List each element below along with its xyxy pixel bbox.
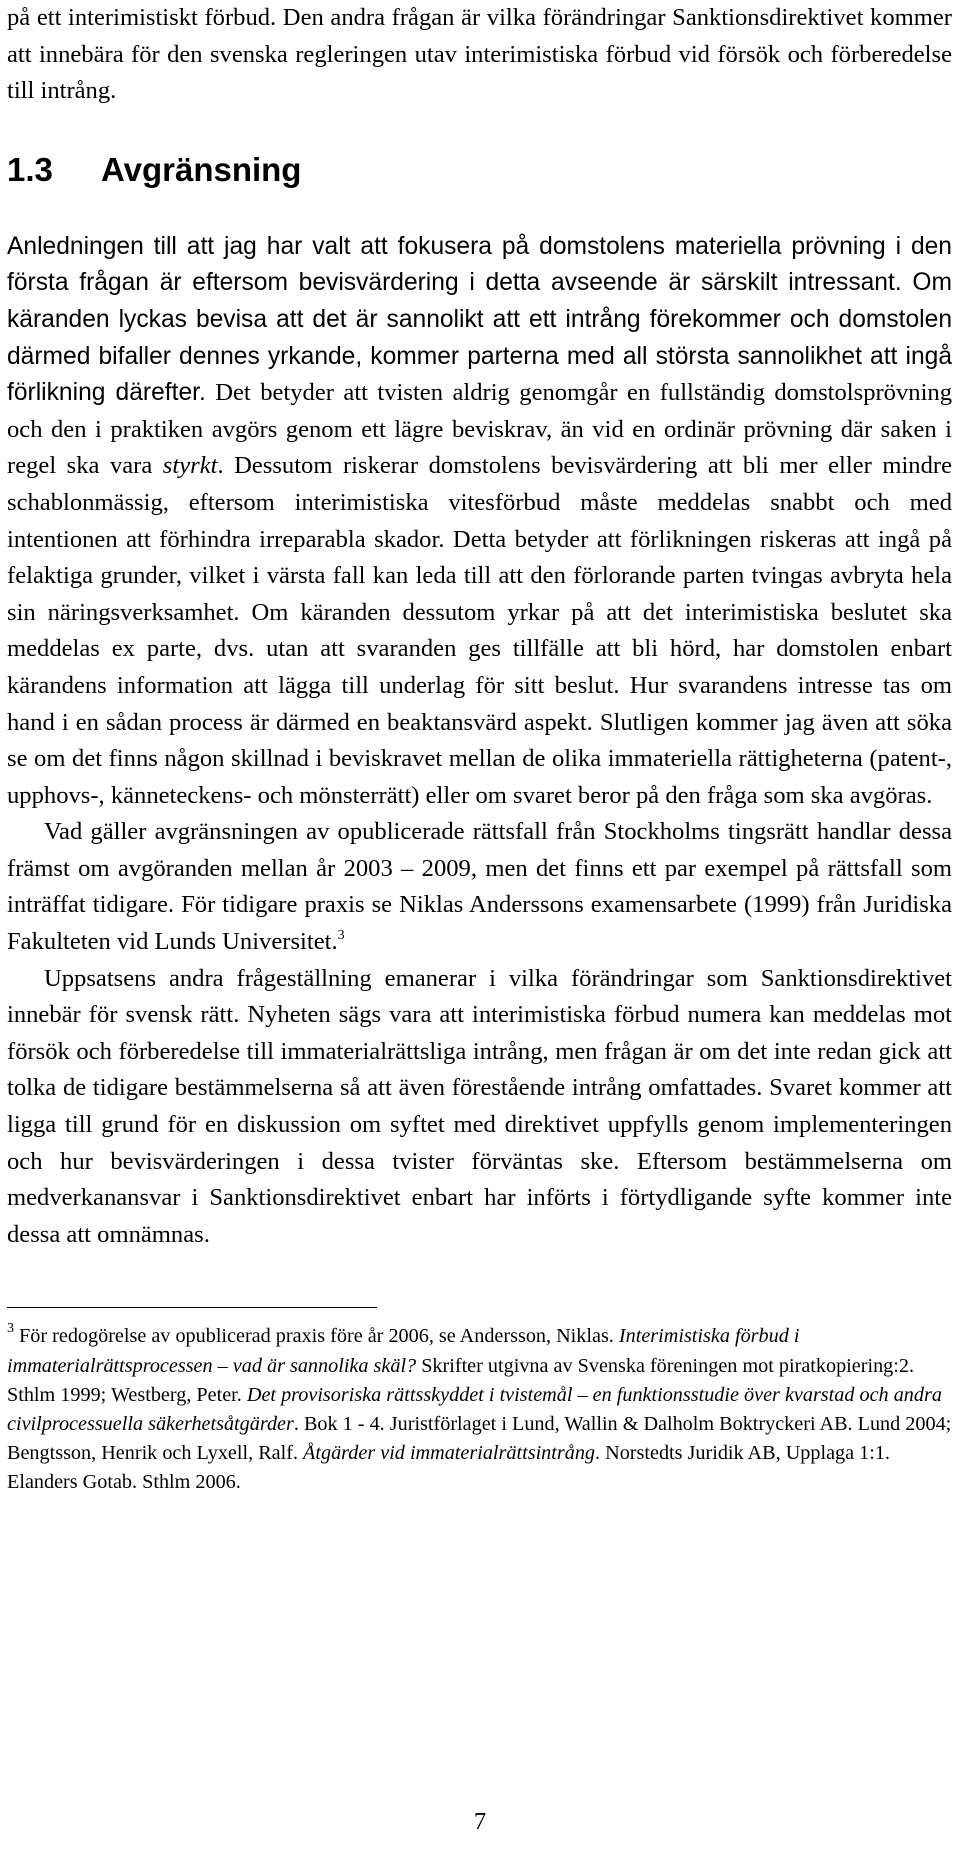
section-title: Avgränsning xyxy=(101,150,302,188)
intro-paragraph: på ett interimistiskt förbud. Den andra frågan är vilka förändringar Sanktionsdirektivet kommer att innebära för den svenska regleringen utav interimistiska förbud vid försök och förberedelse till intrång. xyxy=(7,4,952,105)
paragraph-serif-continuation: . Dessutom riskerar domstolens bevisvärdering att bli mer eller mindre schablonmässig, eftersom interimistiska vitesförbud måste meddelas snabbt och med intentionen att förhindra irreparabla skador. Detta betyder att förlikningen riskeras att ingå på felaktiga grunder, vilket i värsta fall kan leda till att den förlorande parten tvingas avbryta hela sin näringsverksamhet. Om käranden dessutom yrkar på att det interimistiska beslutet ska meddelas ex parte, dvs. utan att svaranden ges tillfälle att bli hörd, har domstolen enbart kärandens information att lägga till underlag för sitt beslut. Hur svarandens intresse tas om hand i en sådan process är därmed en beaktansvärd aspekt. Slutligen kommer jag även att söka se om det finns någon skillnad i beviskravet mellan de olika immateriella rättigheterna (patent-, upphovs-, känneteckens- och mönsterrätt) eller om svaret beror på den fråga som ska avgöras. xyxy=(7,452,952,809)
section-heading xyxy=(7,151,952,189)
paragraph-delimitation-3: Uppsatsens andra frågeställning emanerar i vilka förändringar som Sanktionsdirektivet innebär för svensk rätt. Nyheten sägs vara att interimistiska förbud numera kan meddelas mot försök och förberedelse till immaterialrättsliga intrång, men frågan är om det inte redan gick att tolka de tidigare bestämmelserna så att även förestående intrång omfattades. Svaret kommer att ligga till grund för en diskussion om syftet med direktivet uppfylls genom implementeringen och hur bevisvärderingen i dessa tvister förväntas ske. Eftersom bestämmelserna om medverkanansvar i Sanktionsdirektivet enbart har införts i förtydligande syfte kommer inte dessa att omnämnas. xyxy=(7,964,952,1248)
footnote-text-1: För redogörelse av opublicerad praxis före år 2006, se Andersson, Niklas. xyxy=(19,1325,619,1348)
footnote-text-2: Skrifter utgivna av Svenska föreningen mot piratkopiering:2. Sthlm 1999; Westberg, Peter. xyxy=(7,1354,915,1406)
section-number: 1.3 xyxy=(7,150,53,188)
paragraph-delimitation-2 xyxy=(7,814,952,960)
footnote-italic-title-2: Det provisoriska rättsskyddet i tvistemål – en funktionsstudie över kvarstad och andra civilprocessuella säkerhetsåtgärder xyxy=(7,1383,942,1436)
footnote-text-4: . Norstedts Juridik AB, Upplaga 1:1. Elanders Gotab. Sthlm 2006. xyxy=(7,1442,890,1494)
paragraph-delimitation-1 xyxy=(7,229,952,815)
footnote-text-3: . Bok 1 - 4. Juristförlaget i Lund, Wallin & Dalholm Boktryckeri AB. Lund 2004; Bengtsson, Henrik och Lyxell, Ralf. xyxy=(7,1413,952,1465)
page-number: 7 xyxy=(473,1808,487,1835)
footnote-italic-title-1: Interimistiska förbud i immaterialrättsprocessen – vad är sannolika skäl? xyxy=(7,1325,800,1377)
footnote-number: 3 xyxy=(7,1321,14,1337)
paragraph-sans-part: Anledningen till att jag har valt att fokusera på domstolens materiella prövning i den första frågan är eftersom bevisvärdering i detta avseende är särskilt intressant. Om käranden lyckas bevisa att det är sannolikt att ett intrång förekommer och domstolen därmed bifaller dennes yrkande, kommer parterna med all största sannolikhet att ingå förlikning därefter. xyxy=(7,232,952,407)
footnote-italic-title-3: Åtgärder vid immaterialrättsintrång xyxy=(303,1442,596,1465)
paragraph-serif-part: Det betyder att tvisten aldrig genomgår en fullständig domstolsprövning och den i praktiken avgörs genom ett lägre beviskrav, än vid en ordinär prövning där saken i regel ska vara xyxy=(7,379,952,480)
document-page xyxy=(7,0,952,1518)
paragraph-text: Vad gäller avgränsningen av opublicerade rättsfall från Stockholms tingsrätt handlar dessa främst om avgöranden mellan år 2003 – 2009, men det finns ett par exempel på rättsfall som inträffat tidigare. För tidigare praxis se Niklas Anderssons examensarbete (1999) från Juridiska Fakulteten vid Lunds Universitet. xyxy=(7,818,952,956)
italic-term: styrkt xyxy=(162,452,218,480)
footnote-divider xyxy=(7,1307,377,1308)
footnote-reference: 3 xyxy=(337,928,345,944)
footnote xyxy=(7,1322,952,1497)
